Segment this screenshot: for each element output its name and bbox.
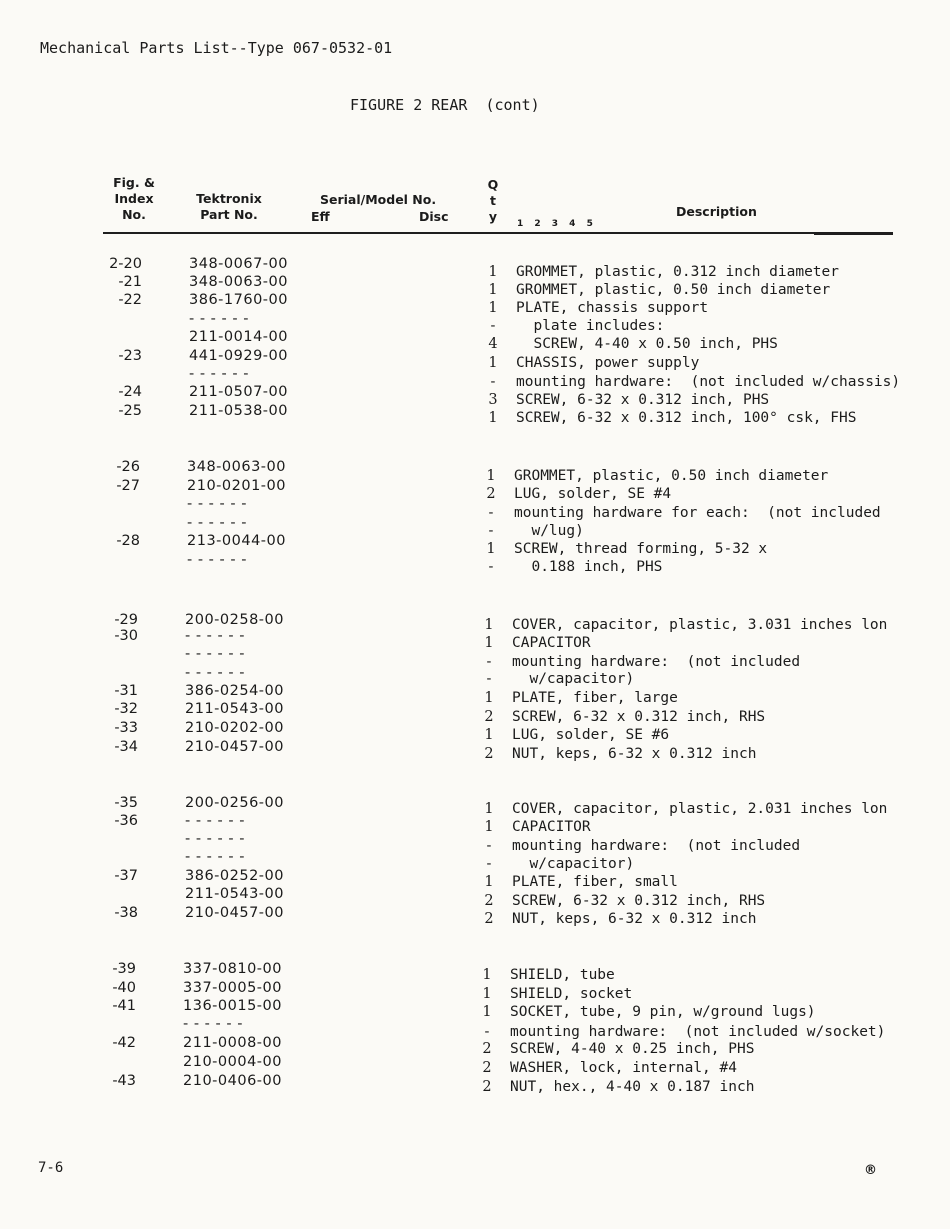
description-cell: SCREW, 6-32 x 0.312 inch, RHS [512, 709, 766, 725]
fig-index-cell: -28 [116, 533, 140, 549]
description-cell: LUG, solder, SE #4 [514, 486, 672, 502]
description-cell: PLATE, fiber, small [512, 874, 678, 890]
part-number-cell: 348-0063-00 [187, 459, 286, 475]
quantity-cell: 1 [484, 635, 494, 651]
quantity-cell: - [488, 559, 494, 575]
description-cell: SHIELD, socket [510, 986, 633, 1002]
description-cell: mounting hardware: (not included w/socket) [510, 1024, 886, 1040]
quantity-cell: 2 [482, 1060, 492, 1076]
fig-index-cell: -32 [114, 701, 138, 717]
description-cell: COVER, capacitor, plastic, 2.031 inches lon [512, 801, 888, 817]
fig-index-cell: -29 [114, 612, 138, 628]
description-cell: CAPACITOR [512, 635, 591, 651]
part-number-cell: 211-0543-00 [185, 886, 284, 902]
quantity-cell: 1 [486, 541, 496, 557]
quantity-cell: 2 [486, 486, 496, 502]
quantity-cell: 1 [488, 264, 498, 280]
description-cell: plate includes: [516, 318, 665, 334]
description-cell: NUT, keps, 6-32 x 0.312 inch [512, 746, 757, 762]
fig-index-cell: -31 [114, 683, 138, 699]
part-number-cell: 386-0254-00 [185, 683, 284, 699]
figure-title: FIGURE 2 REAR (cont) [350, 96, 540, 114]
fig-index-cell: 2-20 [109, 256, 142, 272]
fig-index-cell: -38 [114, 905, 138, 921]
fig-index-cell: -21 [118, 274, 142, 290]
quantity-cell: 3 [488, 392, 498, 408]
quantity-cell: 1 [484, 727, 494, 743]
page-number: 7-6 [38, 1160, 64, 1176]
quantity-cell: 2 [482, 1041, 492, 1057]
description-cell: w/lug) [514, 523, 584, 539]
quantity-cell: - [486, 671, 492, 687]
part-number-cell: 211-0014-00 [189, 329, 288, 345]
description-cell: mounting hardware for each: (not included [514, 505, 881, 521]
part-number-cell: - - - - - - [189, 366, 249, 382]
part-number-cell: 337-0810-00 [183, 961, 282, 977]
part-number-cell: 211-0008-00 [183, 1035, 282, 1051]
registered-mark: ® [864, 1163, 877, 1178]
part-number-cell: - - - - - - [187, 496, 247, 512]
description-cell: SCREW, 4-40 x 0.50 inch, PHS [516, 336, 778, 352]
part-number-cell: 200-0256-00 [185, 795, 284, 811]
part-number-cell: - - - - - - [185, 831, 245, 847]
part-number-cell: 200-0258-00 [185, 612, 284, 628]
quantity-cell: 1 [488, 282, 498, 298]
fig-index-cell: -36 [114, 813, 138, 829]
fig-index-cell: -40 [112, 980, 136, 996]
description-cell: WASHER, lock, internal, #4 [510, 1060, 737, 1076]
quantity-cell: 2 [484, 911, 494, 927]
description-cell: mounting hardware: (not included w/chassis) [516, 374, 901, 390]
quantity-cell: 1 [482, 1004, 492, 1020]
fig-index-cell: -27 [116, 478, 140, 494]
description-cell: SHIELD, tube [510, 967, 615, 983]
part-number-cell: 210-0457-00 [185, 905, 284, 921]
description-cell: SCREW, thread forming, 5-32 x [514, 541, 768, 557]
quantity-cell: - [490, 374, 496, 390]
column-header-part-no [195, 191, 263, 223]
column-header-fig-index [110, 175, 158, 223]
column-header-qty-t: t [490, 193, 496, 208]
part-number-cell: 210-0457-00 [185, 739, 284, 755]
description-cell: w/capacitor) [512, 856, 635, 872]
description-cell: CHASSIS, power supply [516, 355, 700, 371]
part-number-cell: 136-0015-00 [183, 998, 282, 1014]
quantity-cell: 1 [484, 690, 494, 706]
description-cell: PLATE, fiber, large [512, 690, 678, 706]
quantity-cell: - [486, 654, 492, 670]
column-header-eff: Eff [311, 209, 330, 224]
fig-index-cell: -41 [112, 998, 136, 1014]
column-header-part-line2: Part No. [200, 207, 258, 222]
description-cell: w/capacitor) [512, 671, 635, 687]
description-cell: GROMMET, plastic, 0.50 inch diameter [514, 468, 829, 484]
quantity-cell: 1 [488, 300, 498, 316]
fig-index-cell: -34 [114, 739, 138, 755]
description-cell: 0.188 inch, PHS [514, 559, 663, 575]
fig-index-cell: -30 [114, 628, 138, 644]
part-number-cell: 210-0406-00 [183, 1073, 282, 1089]
quantity-cell: - [488, 523, 494, 539]
part-number-cell: 337-0005-00 [183, 980, 282, 996]
quantity-cell: 1 [486, 468, 496, 484]
quantity-cell: 2 [484, 746, 494, 762]
part-number-cell: 386-0252-00 [185, 868, 284, 884]
quantity-cell: 1 [484, 819, 494, 835]
description-cell: mounting hardware: (not included [512, 838, 801, 854]
description-cell: GROMMET, plastic, 0.312 inch diameter [516, 264, 840, 280]
part-number-cell: - - - - - - [185, 665, 245, 681]
column-header-disc: Disc [419, 209, 449, 224]
description-cell: COVER, capacitor, plastic, 3.031 inches lon [512, 617, 888, 633]
fig-index-cell: -26 [116, 459, 140, 475]
header-rule-secondary [814, 234, 893, 235]
fig-index-cell: -24 [118, 384, 142, 400]
description-cell: SCREW, 4-40 x 0.25 inch, PHS [510, 1041, 755, 1057]
part-number-cell: - - - - - - [187, 515, 247, 531]
column-header-fig-line3: No. [122, 207, 146, 222]
description-cell: NUT, hex., 4-40 x 0.187 inch [510, 1079, 755, 1095]
description-cell: GROMMET, plastic, 0.50 inch diameter [516, 282, 831, 298]
column-header-description: Description [676, 204, 757, 219]
description-cell: PLATE, chassis support [516, 300, 709, 316]
column-header-indent-levels: 1 2 3 4 5 [517, 219, 597, 229]
column-header-qty-q: Q [487, 177, 499, 192]
quantity-cell: 1 [488, 410, 498, 426]
column-header-fig-line1: Fig. & [113, 175, 155, 190]
part-number-cell: 211-0507-00 [189, 384, 288, 400]
description-cell: SCREW, 6-32 x 0.312 inch, 100° csk, FHS [516, 410, 857, 426]
quantity-cell: 2 [484, 709, 494, 725]
quantity-cell: - [486, 838, 492, 854]
fig-index-cell: -43 [112, 1073, 136, 1089]
quantity-cell: 1 [482, 986, 492, 1002]
fig-index-cell: -37 [114, 868, 138, 884]
part-number-cell: - - - - - - [185, 628, 245, 644]
description-cell: SCREW, 6-32 x 0.312 inch, RHS [512, 893, 766, 909]
quantity-cell: 1 [482, 967, 492, 983]
description-cell: SCREW, 6-32 x 0.312 inch, PHS [516, 392, 770, 408]
column-header-fig-line2: Index [114, 191, 154, 206]
quantity-cell: 2 [482, 1079, 492, 1095]
quantity-cell: - [484, 1024, 490, 1040]
fig-index-cell: -23 [118, 348, 142, 364]
part-number-cell: - - - - - - [185, 813, 245, 829]
quantity-cell: 1 [484, 874, 494, 890]
part-number-cell: 441-0929-00 [189, 348, 288, 364]
column-header-qty [487, 177, 499, 225]
fig-index-cell: -22 [118, 292, 142, 308]
quantity-cell: 1 [484, 801, 494, 817]
quantity-cell: 1 [488, 355, 498, 371]
quantity-cell: - [488, 505, 494, 521]
part-number-cell: 386-1760-00 [189, 292, 288, 308]
fig-index-cell: -25 [118, 403, 142, 419]
part-number-cell: 211-0543-00 [185, 701, 284, 717]
part-number-cell: - - - - - - [185, 849, 245, 865]
quantity-cell: 2 [484, 893, 494, 909]
column-header-qty-y: y [488, 209, 498, 224]
part-number-cell: 210-0201-00 [187, 478, 286, 494]
column-header-part-line1: Tektronix [196, 191, 262, 206]
description-cell: CAPACITOR [512, 819, 591, 835]
quantity-cell: - [490, 318, 496, 334]
description-cell: LUG, solder, SE #6 [512, 727, 670, 743]
part-number-cell: 211-0538-00 [189, 403, 288, 419]
column-header-serial: Serial/Model No. [320, 192, 437, 207]
quantity-cell: 1 [484, 617, 494, 633]
description-cell: NUT, keps, 6-32 x 0.312 inch [512, 911, 757, 927]
part-number-cell: 348-0063-00 [189, 274, 288, 290]
part-number-cell: - - - - - - [189, 311, 249, 327]
fig-index-cell: -33 [114, 720, 138, 736]
description-cell: SOCKET, tube, 9 pin, w/ground lugs) [510, 1004, 816, 1020]
part-number-cell: - - - - - - [183, 1016, 243, 1032]
part-number-cell: - - - - - - [185, 646, 245, 662]
document-title: Mechanical Parts List--Type 067-0532-01 [40, 39, 393, 57]
quantity-cell: 4 [488, 336, 498, 352]
fig-index-cell: -39 [112, 961, 136, 977]
header-rule [103, 232, 893, 234]
part-number-cell: 210-0004-00 [183, 1054, 282, 1070]
part-number-cell: - - - - - - [187, 552, 247, 568]
fig-index-cell: -42 [112, 1035, 136, 1051]
part-number-cell: 348-0067-00 [189, 256, 288, 272]
quantity-cell: - [486, 856, 492, 872]
fig-index-cell: -35 [114, 795, 138, 811]
description-cell: mounting hardware: (not included [512, 654, 801, 670]
part-number-cell: 213-0044-00 [187, 533, 286, 549]
part-number-cell: 210-0202-00 [185, 720, 284, 736]
